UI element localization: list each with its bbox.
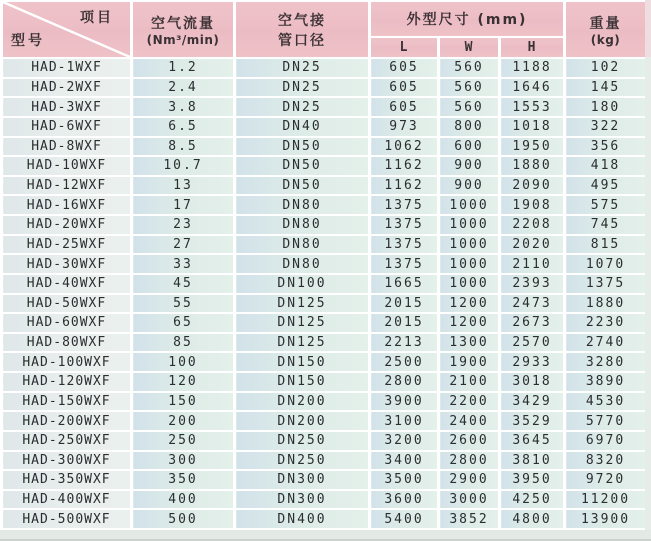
cell-model: HAD-3WXF (2, 97, 132, 117)
cell-length: 3200 (370, 431, 439, 451)
cell-weight: 6970 (565, 431, 647, 451)
cell-air-flow: 33 (132, 254, 235, 274)
cell-height: 2393 (500, 274, 565, 294)
cell-length: 605 (370, 58, 439, 78)
cell-width: 1000 (439, 274, 500, 294)
table-row (2, 156, 647, 176)
cell-pipe: DN50 (235, 156, 370, 176)
table-row (2, 352, 647, 372)
header-dim-h: H (500, 37, 565, 58)
cell-length: 605 (370, 97, 439, 117)
cell-weight: 1375 (565, 274, 647, 294)
cell-length: 1375 (370, 254, 439, 274)
table-row (2, 254, 647, 274)
cell-weight: 9720 (565, 470, 647, 490)
cell-length: 3600 (370, 490, 439, 510)
cell-length: 1665 (370, 274, 439, 294)
cell-height: 3950 (500, 470, 565, 490)
cell-height: 1553 (500, 97, 565, 117)
table-row (2, 392, 647, 412)
header-pipe-diameter (235, 1, 370, 58)
cell-weight: 3890 (565, 372, 647, 392)
cell-width: 1200 (439, 294, 500, 314)
cell-height: 1908 (500, 195, 565, 215)
cell-width: 560 (439, 58, 500, 78)
table-row (2, 313, 647, 333)
header-pipe-line1: 空气接 (278, 12, 326, 29)
cell-height: 1018 (500, 117, 565, 137)
cell-air-flow: 1.2 (132, 58, 235, 78)
cell-model: HAD-350WXF (2, 470, 132, 490)
cell-weight: 3280 (565, 352, 647, 372)
cell-height: 2020 (500, 235, 565, 255)
cell-pipe: DN200 (235, 411, 370, 431)
cell-height: 2110 (500, 254, 565, 274)
cell-height: 4250 (500, 490, 565, 510)
cell-air-flow: 350 (132, 470, 235, 490)
cell-length: 3100 (370, 411, 439, 431)
cell-pipe: DN200 (235, 392, 370, 412)
cell-width: 600 (439, 137, 500, 157)
table-row (2, 78, 647, 98)
cell-height: 4800 (500, 509, 565, 529)
table-row (2, 58, 647, 78)
cell-air-flow: 45 (132, 274, 235, 294)
cell-height: 1880 (500, 156, 565, 176)
header-dim-w: W (439, 37, 500, 58)
header-air-flow-unit: (Nm³/min) (146, 32, 220, 47)
cell-pipe: DN125 (235, 294, 370, 314)
cell-height: 3429 (500, 392, 565, 412)
cell-pipe: DN250 (235, 431, 370, 451)
cell-weight: 1880 (565, 294, 647, 314)
header-weight-label: 重量 (589, 15, 622, 32)
cell-weight: 575 (565, 195, 647, 215)
cell-air-flow: 8.5 (132, 137, 235, 157)
scan-bottom-margin (0, 530, 651, 541)
table-row (2, 235, 647, 255)
cell-pipe: DN150 (235, 352, 370, 372)
cell-pipe: DN400 (235, 509, 370, 529)
cell-pipe: DN25 (235, 78, 370, 98)
cell-pipe: DN25 (235, 58, 370, 78)
cell-air-flow: 2.4 (132, 78, 235, 98)
cell-model: HAD-150WXF (2, 392, 132, 412)
cell-length: 2500 (370, 352, 439, 372)
cell-pipe: DN100 (235, 274, 370, 294)
cell-width: 1000 (439, 254, 500, 274)
cell-air-flow: 13 (132, 176, 235, 196)
cell-length: 1162 (370, 176, 439, 196)
cell-air-flow: 27 (132, 235, 235, 255)
cell-length: 1375 (370, 215, 439, 235)
cell-model: HAD-50WXF (2, 294, 132, 314)
cell-width: 1300 (439, 333, 500, 353)
cell-model: HAD-25WXF (2, 235, 132, 255)
cell-height: 3645 (500, 431, 565, 451)
table-row (2, 97, 647, 117)
cell-length: 5400 (370, 509, 439, 529)
cell-air-flow: 6.5 (132, 117, 235, 137)
cell-model: HAD-10WXF (2, 156, 132, 176)
cell-width: 1000 (439, 235, 500, 255)
cell-air-flow: 17 (132, 195, 235, 215)
cell-weight: 5770 (565, 411, 647, 431)
cell-air-flow: 23 (132, 215, 235, 235)
cell-width: 3852 (439, 509, 500, 529)
cell-pipe: DN40 (235, 117, 370, 137)
cell-weight: 145 (565, 78, 647, 98)
table-row (2, 294, 647, 314)
table-row (2, 215, 647, 235)
cell-model: HAD-500WXF (2, 509, 132, 529)
header-weight-unit: (kg) (590, 32, 621, 47)
cell-length: 973 (370, 117, 439, 137)
cell-weight: 745 (565, 215, 647, 235)
cell-length: 3900 (370, 392, 439, 412)
table-header (2, 1, 647, 58)
header-dim-l: L (370, 37, 439, 58)
header-model-label: 型号 (11, 33, 45, 49)
cell-width: 800 (439, 117, 500, 137)
cell-air-flow: 400 (132, 490, 235, 510)
cell-pipe: DN80 (235, 215, 370, 235)
cell-model: HAD-100WXF (2, 352, 132, 372)
cell-model: HAD-200WXF (2, 411, 132, 431)
cell-width: 1000 (439, 215, 500, 235)
cell-pipe: DN25 (235, 97, 370, 117)
cell-model: HAD-60WXF (2, 313, 132, 333)
cell-model: HAD-300WXF (2, 451, 132, 471)
cell-weight: 180 (565, 97, 647, 117)
cell-length: 3400 (370, 451, 439, 471)
cell-weight: 1070 (565, 254, 647, 274)
cell-pipe: DN80 (235, 235, 370, 255)
cell-width: 2400 (439, 411, 500, 431)
cell-weight: 11200 (565, 490, 647, 510)
cell-air-flow: 500 (132, 509, 235, 529)
cell-pipe: DN80 (235, 254, 370, 274)
cell-model: HAD-30WXF (2, 254, 132, 274)
cell-weight: 495 (565, 176, 647, 196)
cell-height: 2570 (500, 333, 565, 353)
cell-length: 2800 (370, 372, 439, 392)
header-air-flow-label: 空气流量 (151, 15, 215, 32)
header-item-label: 项目 (80, 10, 114, 26)
cell-length: 2213 (370, 333, 439, 353)
table-row (2, 137, 647, 157)
cell-pipe: DN50 (235, 137, 370, 157)
cell-length: 1375 (370, 195, 439, 215)
cell-width: 560 (439, 97, 500, 117)
cell-air-flow: 65 (132, 313, 235, 333)
cell-height: 2673 (500, 313, 565, 333)
cell-width: 3000 (439, 490, 500, 510)
cell-height: 2473 (500, 294, 565, 314)
header-air-flow (132, 1, 235, 58)
cell-pipe: DN300 (235, 490, 370, 510)
cell-pipe: DN50 (235, 176, 370, 196)
cell-height: 2933 (500, 352, 565, 372)
cell-model: HAD-8WXF (2, 137, 132, 157)
cell-height: 3810 (500, 451, 565, 471)
cell-height: 2090 (500, 176, 565, 196)
table-row (2, 411, 647, 431)
cell-weight: 13900 (565, 509, 647, 529)
cell-pipe: DN250 (235, 451, 370, 471)
header-pipe-line2: 管口径 (278, 32, 326, 49)
cell-weight: 8320 (565, 451, 647, 471)
cell-model: HAD-6WXF (2, 117, 132, 137)
cell-air-flow: 3.8 (132, 97, 235, 117)
cell-weight: 2230 (565, 313, 647, 333)
cell-pipe: DN125 (235, 333, 370, 353)
cell-width: 900 (439, 176, 500, 196)
cell-height: 1950 (500, 137, 565, 157)
cell-length: 1375 (370, 235, 439, 255)
cell-model: HAD-80WXF (2, 333, 132, 353)
cell-length: 605 (370, 78, 439, 98)
cell-weight: 4530 (565, 392, 647, 412)
table-row (2, 451, 647, 471)
cell-air-flow: 150 (132, 392, 235, 412)
table-row (2, 509, 647, 529)
cell-model: HAD-400WXF (2, 490, 132, 510)
cell-length: 2015 (370, 313, 439, 333)
table-body (2, 58, 647, 529)
cell-air-flow: 55 (132, 294, 235, 314)
cell-width: 1200 (439, 313, 500, 333)
cell-model: HAD-40WXF (2, 274, 132, 294)
cell-weight: 356 (565, 137, 647, 157)
header-corner-cell (2, 1, 132, 58)
cell-weight: 815 (565, 235, 647, 255)
cell-width: 1900 (439, 352, 500, 372)
table-row (2, 176, 647, 196)
cell-pipe: DN80 (235, 195, 370, 215)
cell-length: 3500 (370, 470, 439, 490)
table-row (2, 117, 647, 137)
cell-air-flow: 10.7 (132, 156, 235, 176)
cell-height: 3529 (500, 411, 565, 431)
cell-height: 2208 (500, 215, 565, 235)
table-row (2, 195, 647, 215)
cell-width: 1000 (439, 195, 500, 215)
scan-right-margin (645, 0, 651, 541)
cell-weight: 418 (565, 156, 647, 176)
cell-model: HAD-250WXF (2, 431, 132, 451)
cell-model: HAD-20WXF (2, 215, 132, 235)
cell-height: 1646 (500, 78, 565, 98)
table-row (2, 431, 647, 451)
cell-width: 2100 (439, 372, 500, 392)
cell-length: 2015 (370, 294, 439, 314)
cell-model: HAD-16WXF (2, 195, 132, 215)
table-row (2, 490, 647, 510)
cell-air-flow: 100 (132, 352, 235, 372)
cell-pipe: DN150 (235, 372, 370, 392)
cell-air-flow: 120 (132, 372, 235, 392)
table-row (2, 274, 647, 294)
cell-air-flow: 200 (132, 411, 235, 431)
cell-pipe: DN300 (235, 470, 370, 490)
cell-pipe: DN125 (235, 313, 370, 333)
cell-weight: 2740 (565, 333, 647, 353)
cell-height: 1188 (500, 58, 565, 78)
cell-model: HAD-12WXF (2, 176, 132, 196)
cell-width: 2200 (439, 392, 500, 412)
header-weight (565, 1, 647, 58)
cell-model: HAD-1WXF (2, 58, 132, 78)
cell-width: 2600 (439, 431, 500, 451)
cell-weight: 322 (565, 117, 647, 137)
cell-width: 900 (439, 156, 500, 176)
cell-model: HAD-2WXF (2, 78, 132, 98)
cell-length: 1162 (370, 156, 439, 176)
cell-model: HAD-120WXF (2, 372, 132, 392)
cell-length: 1062 (370, 137, 439, 157)
cell-width: 560 (439, 78, 500, 98)
cell-air-flow: 85 (132, 333, 235, 353)
cell-width: 2900 (439, 470, 500, 490)
cell-air-flow: 300 (132, 451, 235, 471)
cell-weight: 102 (565, 58, 647, 78)
table-row (2, 372, 647, 392)
table-row (2, 470, 647, 490)
header-dimensions: 外型尺寸 (mm) (370, 1, 565, 37)
cell-height: 3018 (500, 372, 565, 392)
cell-width: 2800 (439, 451, 500, 471)
cell-air-flow: 250 (132, 431, 235, 451)
table-row (2, 333, 647, 353)
